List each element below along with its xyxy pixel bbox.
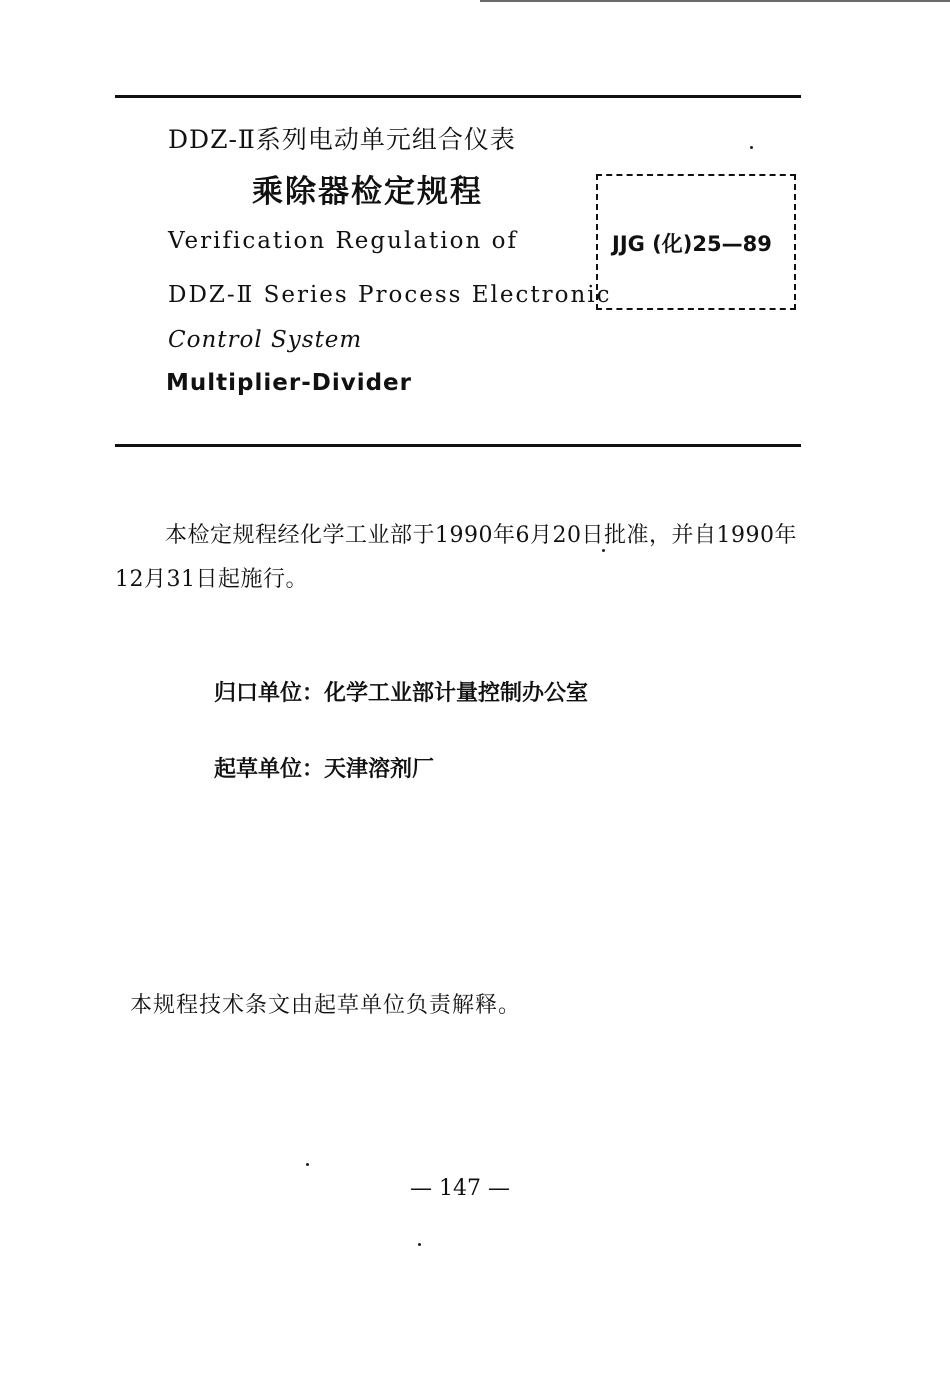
header-bottom-rule [115,444,801,447]
approval-statement: 本检定规程经化学工业部于1990年6月20日批准，并自1990年12月31日起施行。 [115,523,797,592]
document-title-en-line3: Control System [168,327,363,353]
header-top-rule [115,95,801,98]
responsible-unit-row [214,676,588,707]
speck [602,549,605,552]
drafting-unit-value: 天津溶剂厂 [324,757,435,782]
document-title-en-line2: DDZ-Ⅱ Series Process Electronic [168,282,612,308]
document-title-en-line1: Verification Regulation of [168,228,518,254]
page-number: — 147 — [410,1176,510,1201]
standard-code: JJG (化)25—89 [612,232,772,256]
series-title: DDZ-Ⅱ系列电动单元组合仪表 [168,125,516,154]
speck [306,1163,309,1166]
responsible-unit-label: 归口单位： [214,681,325,706]
speck [750,146,753,149]
standard-code-box [596,174,796,310]
drafting-unit-label: 起草单位： [214,757,325,782]
interpretation-note: 本规程技术条文由起草单位负责解释。 [130,993,522,1018]
document-title-en-bold: Multiplier-Divider [166,370,413,396]
document-title-cn: 乘除器检定规程 [252,174,483,210]
top-edge-line [480,0,950,2]
drafting-unit-row [214,752,434,783]
responsible-unit-value: 化学工业部计量控制办公室 [324,681,589,706]
speck [418,1243,421,1246]
